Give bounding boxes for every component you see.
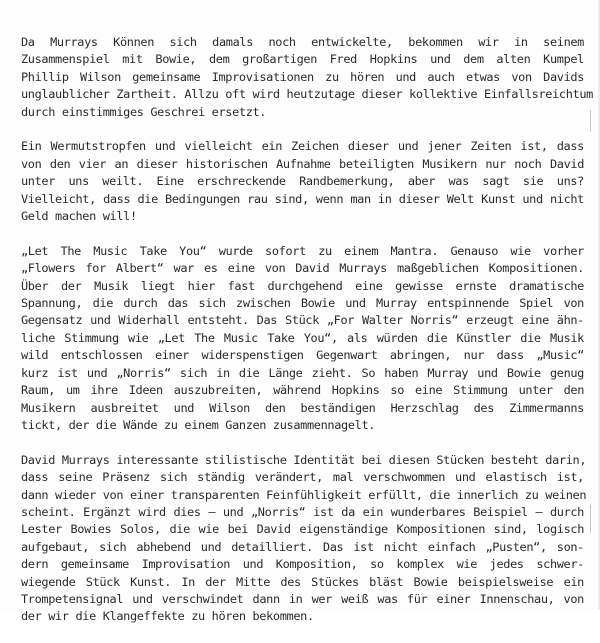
text-line: scheint. Ergänzt wird dies – und „Norris“ ist da ein wunderbares Beispiel – durch (21, 504, 584, 519)
text-line: Raum, um ihre Ideen auszubreiten, während Hopkins so eine Stimmung unter den (21, 383, 584, 398)
text-line: dass seine Präsenz sich ständig verändert, mal verschwommen und elastisch ist, (21, 470, 584, 485)
text-line: „Flowers for Albert“ war es eine von David Murrays maßgeblichen Kompositionen. (21, 261, 584, 276)
text-line: aufgebaut, sich abhebend und detailliert. Das ist nicht einfach „Pusten“, son- (21, 539, 584, 554)
text-line: Gegensatz und Widerhall entsteht. Das Stück „For Walter Norris“ erzeugt eine ähn- (21, 313, 584, 328)
text-line: Trompetensignal und verschwindet dann in wer weiß was für einer Innenschau, von (21, 591, 584, 606)
text-line: Phillip Wilson gemeinsame Improvisationen zu hören und auch etwas von Davids (21, 69, 584, 84)
edge-mark (590, 505, 591, 533)
text-line: „Let The Music Take You“ wurde sofort zu einem Mantra. Genauso wie vorher (21, 243, 584, 258)
text-line: von den vier an dieser historischen Aufnahme beteiligten Musikern nur noch David (21, 156, 584, 171)
text-line: wiegende Stück Kunst. In der Mitte des Stückes bläst Bowie beispielsweise ein (21, 574, 584, 589)
text-line: Über der Musik liegt hier fast durchgehend eine gewisse ernste dramatische (21, 278, 584, 293)
text-line: Geld machen will! (21, 209, 137, 224)
paragraph-3 (21, 243, 584, 434)
text-line: kurz ist und „Norris“ sich in die Länge zieht. So haben Murray und Bowie genug (21, 365, 584, 380)
text-line: Da Murrays Können sich damals noch entwickelte, bekommen wir in seinem (21, 35, 584, 49)
text-line: dern gemeinsame Improvisation und Komposition, so komplex wie jedes schwer- (21, 557, 584, 572)
text-line: Zusammenspiel mit Bowie, dem großartigen Fred Hopkins und dem alten Kumpel (21, 52, 584, 67)
text-line: Lester Bowies Solos, die wie bei David eigenständige Kompositionen sind, logisch (21, 522, 584, 537)
text-line: durch einstimmiges Geschrei ersetzt. (21, 104, 267, 119)
text-line: der wir die Klangeffekte zu hören bekommen. (21, 609, 314, 624)
text-line: liche Stimmung wie „Let The Music Take You“, als würden die Künstler die Musik (21, 330, 584, 345)
text-line: tickt, der die Wände zu einem Ganzen zusammennagelt. (21, 417, 376, 432)
text-line: Vielleicht, dass die Bedingungen rau sind, wenn man in dieser Welt Kunst und nicht (21, 191, 584, 206)
text-line: Ein Wermutstropfen und vielleicht ein Zeichen dieser und jener Zeiten ist, dass (21, 139, 584, 154)
text-line: David Murrays interessante stilistische Identität bei diesen Stücken besteht darin, (21, 452, 587, 467)
edge-mark (590, 110, 591, 132)
body-text (21, 34, 593, 643)
text-line: Spannung, die durch das sich zwischen Bowie und Murray entspinnende Spiel von (21, 296, 584, 311)
text-line: wild entschlossen einer widerspenstigen Gegenwart abringen, nur dass „Music“ (21, 348, 584, 363)
text-line: dann wieder von einer transparenten Feinfühligkeit erfüllt, die innerlich zu weinen (21, 487, 587, 502)
text-line: Musikern ausbreitet und Wilson den beständigen Herzschlag des Zimmermanns (21, 400, 584, 415)
text-line: unglaublicher Zartheit. Allzu oft wird heutzutage dieser kollektive Einfallsreichtum (21, 87, 593, 102)
text-line: unter uns weilt. Eine erschreckende Randbemerkung, aber was sagt sie uns? (21, 174, 584, 189)
paragraph-1 (21, 34, 593, 121)
paragraph-4 (21, 452, 587, 626)
paragraph-2 (21, 138, 584, 225)
